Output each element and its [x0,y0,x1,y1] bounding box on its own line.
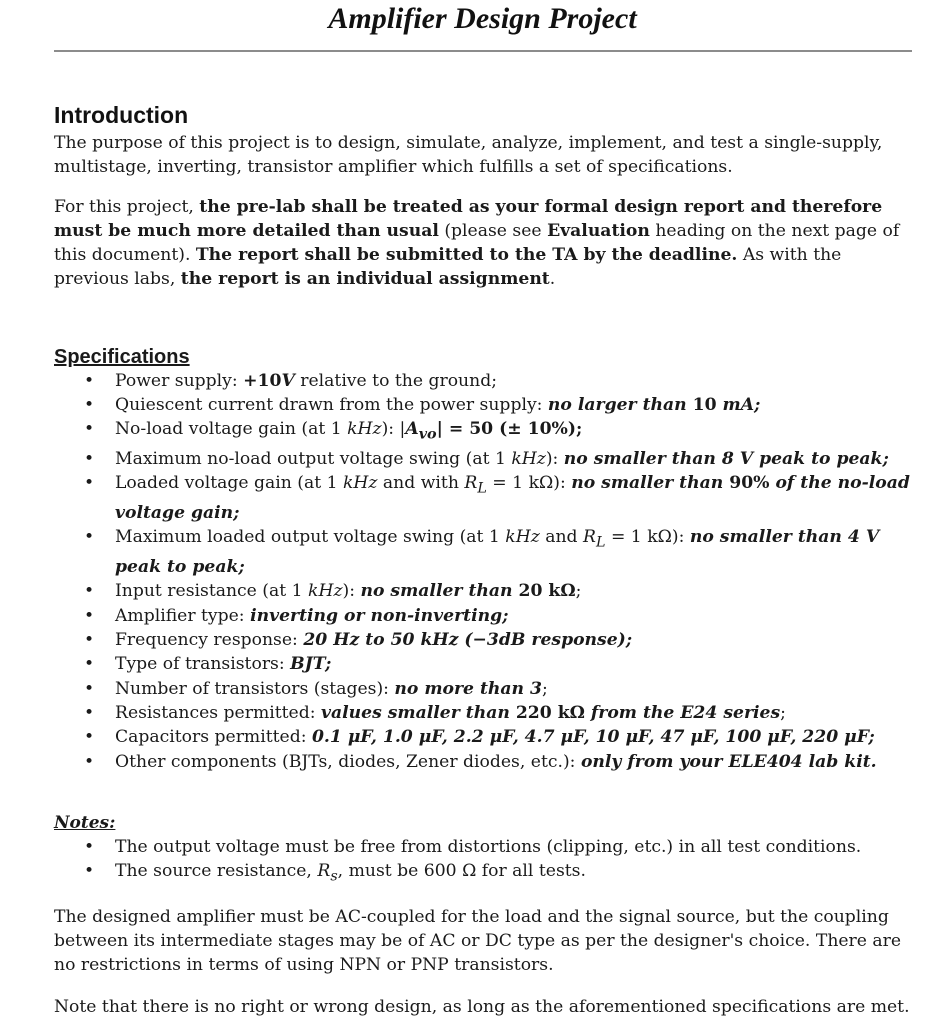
specifications-list [54,369,916,774]
coupling-paragraph: The designed amplifier must be AC-coupled for the load and the signal source, but the coupling between its intermediate stages may be of AC or DC type as per the designer's choice. There are no restrictions in terms of using NPN or PNP transistors. [54,906,902,976]
spec-quiescent-current: • Quiescent current drawn from the power supply: no larger than 10 mA; [84,395,761,416]
spec-transistor-count: • Number of transistors (stages): no more than 3; [84,678,548,699]
introduction-heading: Introduction [54,102,189,128]
specifications-heading: Specifications [54,345,190,368]
spec-loaded-gain: • Loaded voltage gain (at 1 kHz and with $R_L = 1$ kΩ): no smaller than 90% of the no-load voltage gain; [84,473,910,524]
closing-paragraph: Note that there is no right or wrong design, as long as the aforementioned specifications are met. [54,996,910,1017]
title-divider [54,50,912,52]
spec-frequency-response: • Frequency response: 20 Hz to 50 kHz (−3dB response); [84,630,633,651]
spec-no-load-gain: • No-load voltage gain (at 1 kHz): $|A_{vo}| = 50$ (± 10%); [84,419,583,443]
spec-power-supply: • Power supply: +10V relative to the ground; [84,370,497,391]
spec-transistor-type: • Type of transistors: BJT; [84,654,332,675]
spec-resistances: • Resistances permitted: values smaller than 220 kΩ from the E24 series; [84,702,786,723]
note-source-resistance: • The source resistance, $R_s$, must be 600 Ω for all tests. [84,861,586,885]
notes-heading: Notes: [54,812,116,833]
document-title: Amplifier Design Project [328,2,637,35]
notes-list [54,835,916,889]
notes-section [54,811,916,889]
intro-paragraph-2: For this project, the pre-lab shall be treated as your formal design report and therefore must be much more detailed than usual (please see Evaluation heading on the next page of this document). The report shall be submitted to the TA by the deadline. As with the previous labs, the report is an individual assignment. [54,196,900,290]
spec-no-load-swing: • Maximum no-load output voltage swing (at 1 kHz): no smaller than 8 V peak to peak; [84,449,889,470]
spec-input-resistance: • Input resistance (at 1 kHz): no smaller than 20 kΩ; [84,581,582,602]
specifications-section [54,345,916,774]
spec-capacitors: • Capacitors permitted: 0.1 μF, 1.0 μF, 2.2 μF, 4.7 μF, 10 μF, 47 μF, 100 μF, 220 μF; [84,727,875,748]
intro-paragraph-1: The purpose of this project is to design, simulate, analyze, implement, and test a single-supply, multistage, inverting, transistor amplifier which fulfills a set of specifications. [54,133,883,178]
spec-amplifier-type: • Amplifier type: inverting or non-inverting; [84,605,509,626]
spec-other-components: • Other components (BJTs, diodes, Zener diodes, etc.): only from your ELE404 lab kit. [84,751,877,772]
spec-loaded-swing: • Maximum loaded output voltage swing (at 1 kHz and $R_L = 1$ kΩ): no smaller than 4 V peak to peak; [84,527,880,578]
document-body [54,101,916,1019]
note-distortion: • The output voltage must be free from distortions (clipping, etc.) in all test conditions. [84,836,862,857]
